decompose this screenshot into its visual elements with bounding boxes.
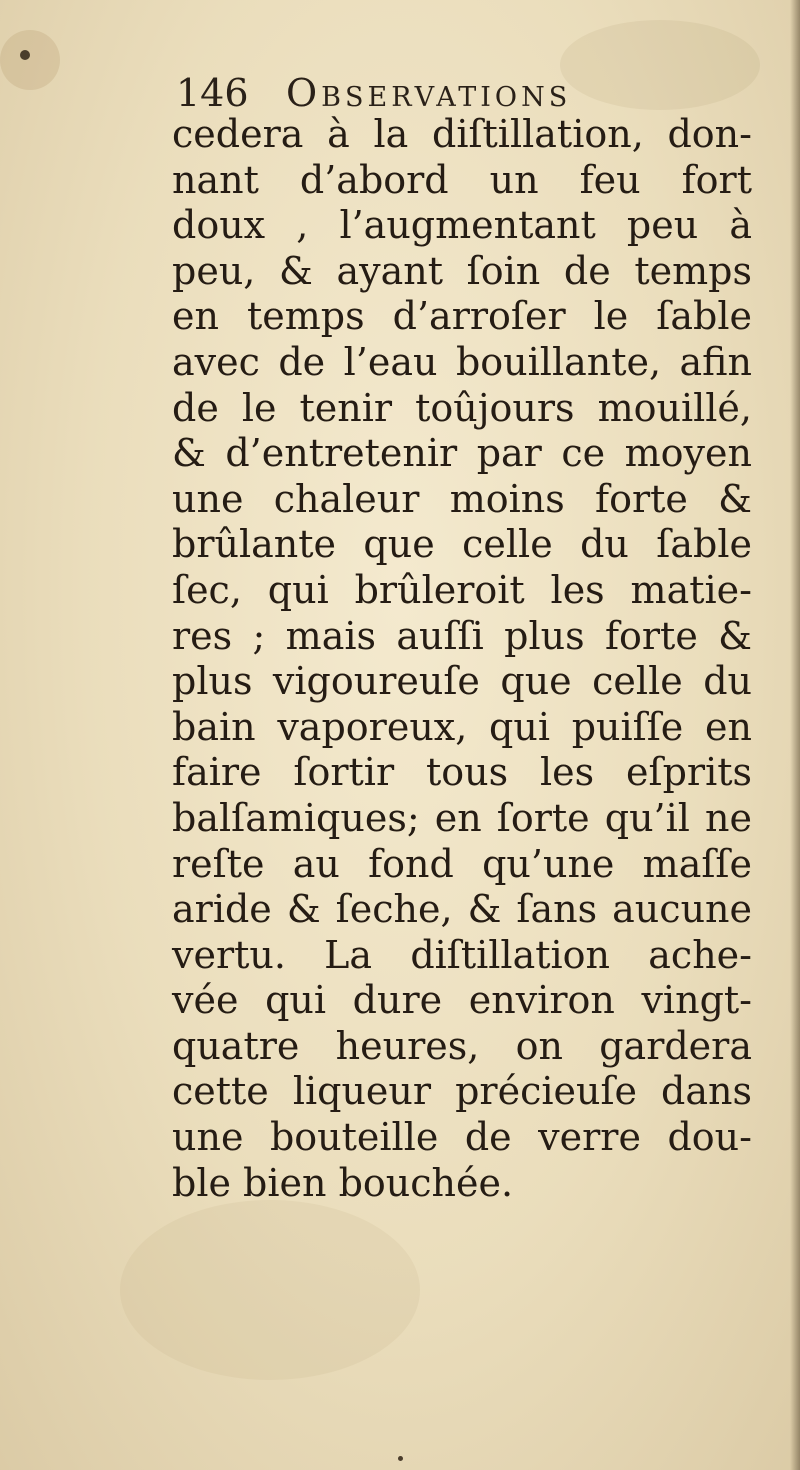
page-number: 146	[176, 71, 249, 115]
text-line: & d’entretenir par ce moyen	[172, 431, 752, 476]
paper-stain	[0, 30, 60, 90]
text-line: vertu. La diſtillation ache-	[172, 932, 752, 977]
text-line: bain vaporeux, qui puiſſe en	[172, 704, 752, 749]
text-line: vée qui dure environ vingt-	[172, 978, 752, 1023]
text-line: de le tenir toûjours mouillé,	[172, 385, 752, 430]
text-line: ſec, qui brûleroit les matie-	[172, 567, 752, 612]
text-line: cette liqueur précieuſe dans	[172, 1069, 752, 1114]
text-line: peu, & ayant ſoin de temps	[172, 248, 752, 293]
text-line: quatre heures, on gardera	[172, 1023, 752, 1068]
text-line: une bouteille de verre dou-	[172, 1115, 752, 1160]
text-line: en temps d’arroſer le ſable	[172, 294, 752, 339]
text-line: ble bien bouchée.	[172, 1160, 514, 1205]
text-line: avec de l’eau bouillante, afin	[172, 339, 752, 384]
page-edge-shadow	[790, 0, 800, 1470]
text-line: une chaleur moins forte &	[172, 476, 752, 521]
ink-speck	[20, 50, 30, 60]
text-line: nant d’abord un feu fort	[172, 157, 752, 202]
body-text	[172, 112, 752, 1206]
running-header	[176, 68, 736, 118]
text-line: cedera à la diſtillation, don-	[172, 112, 752, 156]
running-title: Observations	[286, 71, 572, 115]
paper-stain	[120, 1200, 420, 1380]
text-line: faire ſortir tous les eſprits	[172, 750, 752, 795]
text-line: doux , l’augmentant peu à	[172, 203, 752, 248]
text-line: res ; mais auſſi plus forte &	[172, 613, 752, 658]
text-line: reſte au fond qu’une maſſe	[172, 841, 752, 886]
text-line: plus vigoureuſe que celle du	[172, 659, 752, 704]
text-line: balſamiques; en ſorte qu’il ne	[172, 795, 752, 840]
ink-speck	[398, 1456, 403, 1461]
text-line: brûlante que celle du ſable	[172, 522, 752, 567]
text-line: aride & ſeche, & ſans aucune	[172, 887, 752, 932]
